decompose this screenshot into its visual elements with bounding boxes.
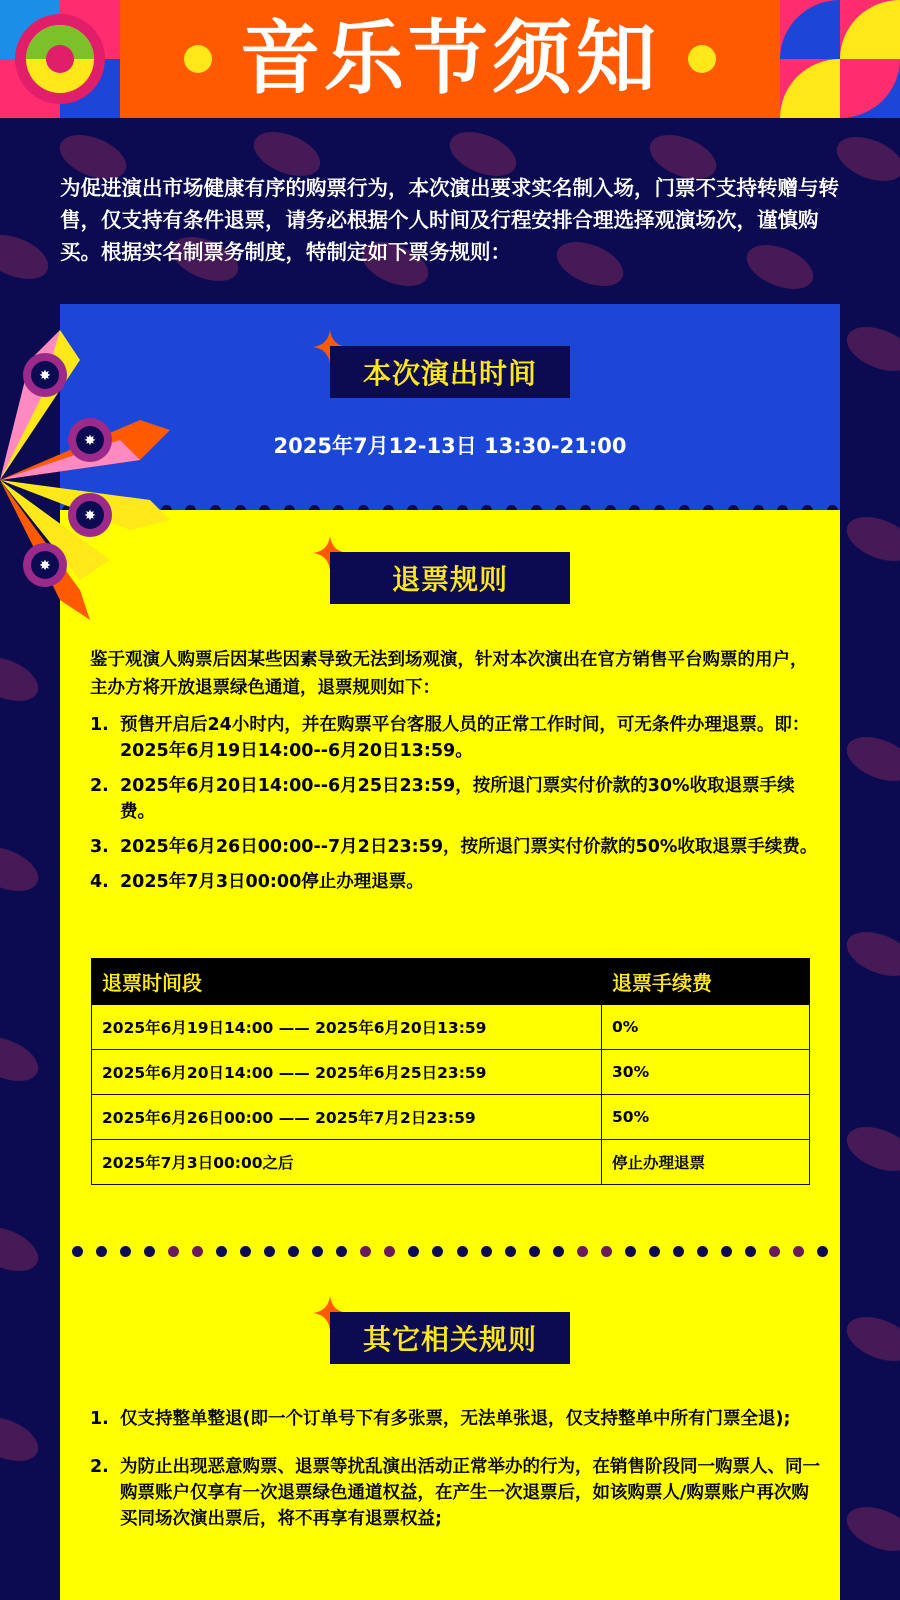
show-time-panel (60, 304, 840, 510)
table-row (92, 1095, 810, 1140)
intro-paragraph: 为促进演出市场健康有序的购票行为，本次演出要求实名制入场，门票不支持转赠与转售，仅支持有条件退票，请务必根据个人时间及行程安排合理选择观演场次，谨慎购买。根据实名制票务制度，特制定如下票务规则： (60, 176, 839, 264)
show-time-label: 本次演出时间 (330, 346, 570, 398)
refund-rules-label: 退票规则 (330, 552, 570, 604)
svg-text:✸: ✸ (39, 368, 51, 384)
flower-decoration (0, 320, 170, 640)
title-dot-right (688, 45, 716, 73)
svg-text:✸: ✸ (39, 558, 51, 574)
svg-text:✸: ✸ (84, 508, 96, 524)
table-cell-period: 2025年6月20日14:00 —— 2025年6月25日23:59 (92, 1050, 602, 1095)
list-item: 1. 仅支持整单整退(即一个订单号下有多张票，无法单张退，仅支持整单中所有门票全退); (90, 1409, 791, 1429)
header-banner (0, 0, 900, 118)
table-cell-fee: 停止办理退票 (602, 1140, 810, 1185)
svg-text:✸: ✸ (84, 433, 96, 449)
refund-rules-list (90, 712, 820, 904)
page-title: 音乐节须知 (240, 12, 660, 105)
table-cell-fee: 50% (602, 1095, 810, 1140)
dot-border-top (62, 293, 838, 305)
other-rules-list (90, 1406, 820, 1541)
table-row (92, 1140, 810, 1185)
refund-fee-table (91, 958, 810, 1185)
geometric-decoration-left (0, 0, 120, 118)
table-row (92, 1005, 810, 1050)
list-item: 4. 2025年7月3日00:00停止办理退票。 (90, 872, 424, 892)
table-cell-period: 2025年7月3日00:00之后 (92, 1140, 602, 1185)
table-header-fee: 退票手续费 (602, 959, 810, 1005)
show-time-value: 2025年7月12-13日 13:30-21:00 (273, 434, 627, 458)
table-header-period: 退票时间段 (92, 959, 602, 1005)
title-dot-left (184, 45, 212, 73)
table-row (92, 1050, 810, 1095)
list-item: 2. 为防止出现恶意购票、退票等扰乱演出活动正常举办的行为，在销售阶段同一购票人、同一购票账户仅享有一次退票绿色通道权益，在产生一次退票后，如该购票人/购票账户再次购买同场次演出票后，将不再享有退票权益; (90, 1457, 820, 1529)
table-cell-period: 2025年6月19日14:00 —— 2025年6月20日13:59 (92, 1005, 602, 1050)
dot-divider (72, 1246, 828, 1258)
table-header-row (92, 959, 810, 1005)
list-item: 3. 2025年6月26日00:00--7月2日23:59，按所退门票实付价款的50%收取退票手续费。 (90, 837, 818, 857)
other-rules-label: 其它相关规则 (330, 1312, 570, 1364)
table-cell-period: 2025年6月26日00:00 —— 2025年7月2日23:59 (92, 1095, 602, 1140)
refund-intro-text: 鉴于观演人购票后因某些因素导致无法到场观演，针对本次演出在官方销售平台购票的用户，主办方将开放退票绿色通道，退票规则如下： (90, 650, 808, 698)
table-cell-fee: 0% (602, 1005, 810, 1050)
list-item: 1. 预售开启后24小时内，并在购票平台客服人员的正常工作时间，可无条件办理退票。即：2025年6月19日14:00--6月20日13:59。 (90, 715, 810, 761)
table-cell-fee: 30% (602, 1050, 810, 1095)
list-item: 2. 2025年6月20日14:00--6月25日23:59，按所退门票实付价款的30%收取退票手续费。 (90, 776, 795, 822)
geometric-decoration-right (780, 0, 900, 118)
